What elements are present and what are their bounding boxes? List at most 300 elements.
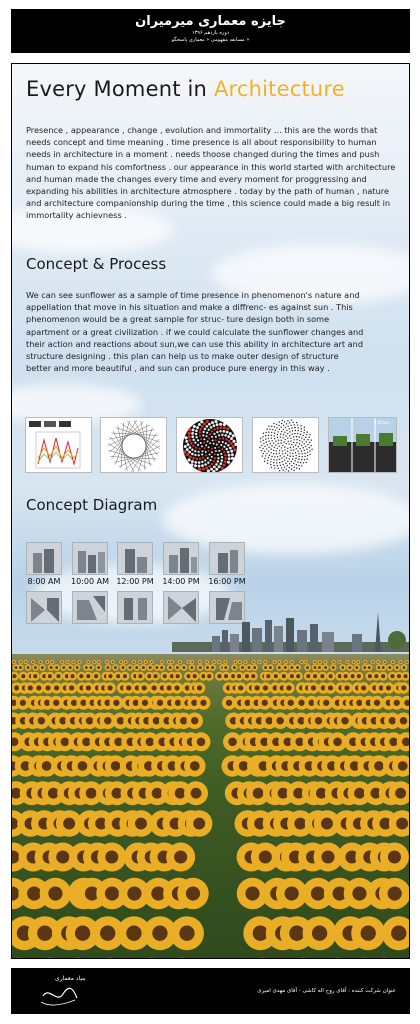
sunflower-center (97, 666, 100, 669)
sunflower-center (361, 926, 376, 941)
seed-dot (208, 423, 211, 426)
sunflower-center (324, 666, 327, 669)
seed-dot (204, 463, 207, 466)
sunflower-center (71, 700, 77, 706)
pattern-dot (287, 438, 288, 439)
pattern-dot (296, 422, 297, 423)
sunflower-center (154, 674, 158, 678)
sunflower-center (69, 666, 72, 669)
pattern-dot (262, 440, 263, 441)
sunflower-center (41, 666, 44, 669)
seed-dot (221, 456, 223, 458)
pattern-dot (273, 450, 274, 451)
sunflower-center (105, 850, 118, 863)
pattern-dot (297, 450, 298, 451)
sunflower-center (182, 666, 185, 669)
sunflower-center (313, 674, 317, 678)
seed-dot (200, 442, 202, 444)
diagram-cell (163, 542, 199, 586)
sunflower-center (353, 661, 355, 663)
sunflower-center (87, 661, 89, 663)
pattern-dot (274, 438, 275, 439)
pattern-dot (270, 452, 271, 453)
pattern-dot (264, 461, 265, 462)
diagram-heading: Concept Diagram (26, 496, 158, 514)
sunflower-center (175, 700, 181, 706)
footer-credit: عنوان شرکت کننده : آقای روح اله کاشی - آقای مهدی امیری (257, 988, 396, 994)
seed-dot (201, 425, 204, 428)
seed-dot (215, 450, 217, 452)
seed-dot (215, 468, 218, 471)
sunflower-center (351, 674, 355, 678)
pattern-dot (265, 438, 266, 439)
pattern-dot (306, 458, 307, 459)
sunflower-center (104, 717, 111, 724)
sunflower-center (285, 661, 287, 663)
seed-dot (198, 461, 201, 464)
sunflower-center (188, 661, 190, 663)
pattern-dot (271, 456, 272, 457)
pattern-dot (305, 462, 306, 463)
sunflower-center (70, 674, 74, 678)
pattern-dot (273, 442, 274, 443)
sunflower-center (344, 674, 348, 678)
seed-dot (226, 448, 228, 450)
pattern-dot (302, 435, 303, 436)
pattern-dot (306, 434, 307, 435)
pattern-dot (298, 446, 299, 447)
pattern-dot (273, 462, 274, 463)
seed-dot (233, 448, 236, 451)
pattern-dot (266, 448, 267, 449)
sunflower-center (290, 674, 294, 678)
pattern-dot (299, 440, 300, 441)
sunflower-center (392, 661, 394, 663)
seed-dot (199, 428, 202, 431)
sunflower-center (404, 674, 408, 678)
seed-dot (227, 451, 230, 454)
pattern-dot (304, 453, 305, 454)
pattern-dot (303, 462, 304, 463)
pattern-dot (284, 466, 285, 467)
pattern-dot (286, 457, 287, 458)
sunflower-center (190, 761, 200, 771)
sunflower-center (127, 886, 141, 900)
sunflower-center (100, 926, 115, 941)
sunflower-center (364, 661, 366, 663)
pattern-dot (291, 461, 292, 462)
seed-dot (208, 429, 210, 431)
pattern-dot (274, 467, 275, 468)
spiral-line (121, 423, 160, 448)
sunflower-center (325, 661, 327, 663)
poster-panel (11, 63, 410, 959)
chart-thumbnail (25, 417, 92, 473)
sunflower-center (259, 850, 272, 863)
pattern-dot (291, 469, 292, 470)
sunflower-center (233, 666, 236, 669)
seed-dot (218, 446, 220, 448)
pattern-dot (301, 437, 302, 438)
seed-dot (192, 457, 195, 460)
sunflower-center (311, 886, 325, 900)
seed-dot (225, 442, 227, 444)
sunflower-center (211, 666, 214, 669)
pattern-dot (281, 458, 282, 459)
sunflower-center (113, 700, 119, 706)
radial-dots-thumbnail (252, 417, 319, 473)
seed-dot (213, 460, 215, 462)
spiral-line (121, 422, 123, 468)
pattern-dot (290, 440, 291, 441)
seed-dot (199, 458, 201, 460)
pattern-dot (290, 450, 291, 451)
sunflower-center (147, 674, 151, 678)
sunflower-center (108, 674, 112, 678)
pattern-dot (273, 465, 274, 466)
seed-dot (191, 432, 194, 435)
pattern-dot (301, 428, 302, 429)
seed-dot (188, 428, 191, 431)
pattern-dot (304, 456, 305, 457)
pattern-dot (270, 448, 271, 449)
pattern-dot (287, 433, 288, 434)
seed-dot (211, 448, 213, 450)
seed-dot (188, 436, 191, 439)
sunflower-center (213, 661, 215, 663)
seed-dot (204, 459, 206, 461)
sunflower-petals (60, 958, 97, 959)
pattern-dot (296, 436, 297, 437)
seed-dot (226, 427, 229, 430)
pattern-dot (278, 439, 279, 440)
spiral-line (134, 420, 155, 461)
pattern-dot (276, 453, 277, 454)
sunflower-center (94, 661, 96, 663)
spiral-line (110, 457, 156, 459)
sunflower-center (53, 700, 59, 706)
sunflower-center (76, 666, 79, 669)
timelapse-time-label: 9.06am (373, 420, 389, 425)
seed-dot (214, 420, 217, 423)
diagram-cell (209, 542, 245, 586)
pattern-dot (283, 464, 284, 465)
sunflower-center (37, 926, 52, 941)
pattern-dot (297, 424, 298, 425)
sunflower-center (79, 674, 83, 678)
concept-paragraph: We can see sunflower as a sample of time presence in phenomenon's nature and appellation that move in his situation and make a diffrenc- es against sun . This phenomenon would be a great sample for struc- ture design both in some apartment or a great civilization . if we could calculate the sunflower changes and their action and reactions about sun,we can use this ability in architecture art and structure designing . this plan can help us to make outer design of structure better and more beautiful , and sun can produce pure energy in this way . (26, 290, 364, 374)
pattern-dot (287, 465, 288, 466)
pattern-dot (277, 437, 278, 438)
sunflower-center (368, 666, 371, 669)
diagram-cell (72, 591, 108, 624)
pattern-dot (307, 452, 308, 453)
seed-dot (205, 454, 207, 456)
seed-dot (192, 439, 194, 441)
pattern-dot (309, 442, 310, 443)
sunflower-center (120, 661, 122, 663)
sunflower-center (193, 674, 197, 678)
sunflower-center (197, 685, 202, 690)
sunflower-center (48, 886, 62, 900)
seed-dot (223, 426, 226, 429)
seed-dot (208, 450, 210, 452)
seed-dot (201, 445, 203, 447)
pattern-dot (288, 443, 289, 444)
pattern-dot (279, 462, 280, 463)
seed-dot (221, 434, 223, 436)
sunflower-center (341, 717, 348, 724)
sunflower-field-image (12, 654, 410, 959)
sunflower-center (400, 717, 407, 724)
sunflower-center (152, 926, 167, 941)
pattern-dot (268, 447, 269, 448)
pattern-dot (303, 443, 304, 444)
seed-dot (192, 445, 194, 447)
pattern-dot (293, 470, 294, 471)
seed-dot (216, 444, 218, 446)
seed-dot (225, 438, 227, 440)
sunflower-center (388, 886, 402, 900)
pattern-dot (271, 467, 272, 468)
seed-dot (214, 453, 216, 455)
sunflower-center (138, 674, 142, 678)
pattern-dot (297, 461, 298, 462)
sunflower-center (241, 666, 244, 669)
sunflower-center (301, 661, 303, 663)
intro-paragraph: Presence , appearance , change , evolution and immortality ... this are the words that needs concept and time meaning . time presence is all about responsibility to human needs in architecture in a moment . needs thoose changed during the times and push human to expand his comfortness . our appearance in this world started with architecture and human made the changes every time and every moment for proggressing and expanding his abilities in architecture atmosphere . today by the path of human , nature and architecture companionship during the time , this science could made a big result in immortality achievness . (26, 125, 396, 221)
seed-dot (199, 435, 201, 437)
sunflower-center (279, 661, 281, 663)
seed-dot (191, 453, 194, 456)
seed-dot (211, 421, 214, 424)
seed-dot (223, 430, 226, 433)
sunflower-center (396, 818, 408, 830)
seed-dot (195, 429, 198, 432)
pattern-dot (306, 449, 307, 450)
seed-dot (207, 440, 209, 442)
spiral-line (131, 433, 156, 472)
sunflower-center (89, 666, 92, 669)
sunflower-center (107, 685, 112, 690)
sunflower-center (388, 850, 401, 863)
pattern-dot (282, 420, 283, 421)
pattern-dot (270, 461, 271, 462)
pattern-dot (264, 458, 265, 459)
sunflower-center (224, 666, 227, 669)
pattern-dot (291, 444, 292, 445)
sunflower-center (186, 886, 200, 900)
pattern-dot (277, 431, 278, 432)
sunflower-center (384, 661, 386, 663)
massing-model-icon (26, 542, 62, 575)
sunflower-center (315, 717, 322, 724)
sunflower-center (363, 666, 366, 669)
sunflower-center (264, 666, 267, 669)
seed-dot (214, 457, 216, 459)
sunflower-center (86, 674, 90, 678)
pattern-dot (291, 427, 292, 428)
pattern-dot (275, 444, 276, 445)
sunflower-center (403, 666, 406, 669)
sunflower-center (318, 666, 321, 669)
sunflower-center (314, 666, 317, 669)
seed-dot (231, 457, 234, 460)
pattern-dot (276, 424, 277, 425)
pattern-dot (266, 441, 267, 442)
sunflower-center (167, 685, 172, 690)
sunflower-center (397, 674, 401, 678)
pattern-dot (279, 470, 280, 471)
sunflower-center (63, 818, 75, 830)
pattern-dot (288, 470, 289, 471)
pattern-dot (303, 432, 304, 433)
sunflower-center (27, 666, 30, 669)
seed-dot (215, 463, 218, 466)
pattern-dot (299, 436, 300, 437)
sunflower-center (266, 674, 270, 678)
sunflower-center (347, 661, 349, 663)
pattern-dot (292, 453, 293, 454)
page-title (26, 77, 345, 101)
seed-dot (223, 446, 225, 448)
sunflower-center (312, 926, 327, 941)
pattern-dot (285, 462, 286, 463)
sunflower-center (86, 685, 91, 690)
seed-dot (189, 446, 192, 449)
pattern-dot (303, 439, 304, 440)
sunflower-center (176, 666, 179, 669)
sunflower-center (33, 674, 37, 678)
pattern-dot (271, 437, 272, 438)
sunflower-center (45, 685, 50, 690)
seed-dot (194, 454, 196, 456)
pattern-dot (283, 456, 284, 457)
sunflower-center (341, 666, 344, 669)
pattern-dot (274, 426, 275, 427)
sunflower-center (19, 666, 22, 669)
pattern-dot (295, 445, 296, 446)
sunflower-center (94, 674, 98, 678)
sunflower-center (174, 850, 187, 863)
seed-dot (206, 420, 209, 423)
seed-dot (196, 426, 199, 429)
pattern-dot (280, 455, 281, 456)
pattern-dot (274, 447, 275, 448)
pattern-dot (290, 438, 291, 439)
time-label: 8:00 AM (27, 577, 61, 586)
sunflower-center (15, 666, 18, 669)
sunflower-center (61, 738, 70, 747)
seed-dot (198, 454, 200, 456)
pattern-dot (276, 462, 277, 463)
pattern-dot (304, 427, 305, 428)
seed-dot (197, 444, 199, 446)
sunflower-center (226, 700, 232, 706)
pattern-dot (263, 433, 264, 434)
sunflower-center (34, 666, 37, 669)
sunflower-center (51, 661, 53, 663)
pattern-dot (283, 434, 284, 435)
seed-dot (216, 427, 219, 430)
pattern-dot (270, 458, 271, 459)
sunflower-center (151, 661, 153, 663)
sunflower-center (389, 738, 398, 747)
sunflower-center (117, 717, 124, 724)
sunflower-center (296, 666, 299, 669)
sunflower-center (282, 674, 286, 678)
spiral-line (111, 420, 136, 459)
sunflower-center (20, 700, 26, 706)
sunflower-center (114, 666, 117, 669)
pattern-dot (296, 448, 297, 449)
pattern-dot (268, 450, 269, 451)
pattern-dot (271, 435, 272, 436)
footer-bar (11, 968, 410, 1014)
seed-dot (194, 464, 197, 467)
seed-dot (217, 460, 219, 462)
seed-dot (234, 443, 237, 446)
seed-dot (197, 439, 199, 441)
sunflower-center (190, 666, 193, 669)
seed-dot (205, 451, 207, 453)
seed-dot (221, 467, 224, 470)
pattern-dot (305, 446, 306, 447)
pattern-dot (301, 459, 302, 460)
pattern-dot (277, 465, 278, 466)
sunflower-center (253, 666, 256, 669)
diagram-cell (117, 542, 153, 586)
pattern-dot (267, 460, 268, 461)
sunflower-center (289, 926, 304, 941)
seed-dot (202, 450, 204, 452)
sunflower-center (86, 717, 93, 724)
massing-model-icon (163, 542, 199, 575)
spiral-lines-thumbnail (100, 417, 167, 473)
pattern-dot (296, 439, 297, 440)
seed-dot (205, 444, 207, 446)
pattern-dot (300, 434, 301, 435)
pattern-dot (262, 436, 263, 437)
seed-dot (205, 467, 208, 470)
pattern-dot (279, 459, 280, 460)
time-label: 16:00 PM (208, 577, 246, 586)
pattern-dot (302, 456, 303, 457)
pattern-dot (276, 427, 277, 428)
pattern-dot (286, 430, 287, 431)
sunflower-center (394, 700, 400, 706)
pattern-dot (268, 457, 269, 458)
sunflower-center (238, 685, 243, 690)
seed-dot (226, 431, 229, 434)
sunflower-center (285, 886, 299, 900)
seed-dot (211, 451, 213, 453)
seed-dot (209, 454, 211, 456)
pattern-dot (305, 437, 306, 438)
pattern-dot (295, 460, 296, 461)
sunflower-center (48, 788, 59, 799)
seed-dot (227, 461, 230, 464)
sunflower-center (294, 818, 306, 830)
pattern-dot (279, 446, 280, 447)
time-label: 14:00 PM (162, 577, 200, 586)
sunflower-center (344, 685, 349, 690)
spiral-line (145, 423, 147, 469)
sunflower-center (169, 666, 172, 669)
sunflower-center (305, 661, 307, 663)
seed-dot (209, 459, 211, 461)
header-subtitle-2: مسابقه مفهومی « معماری پاسخگو » (171, 37, 250, 43)
